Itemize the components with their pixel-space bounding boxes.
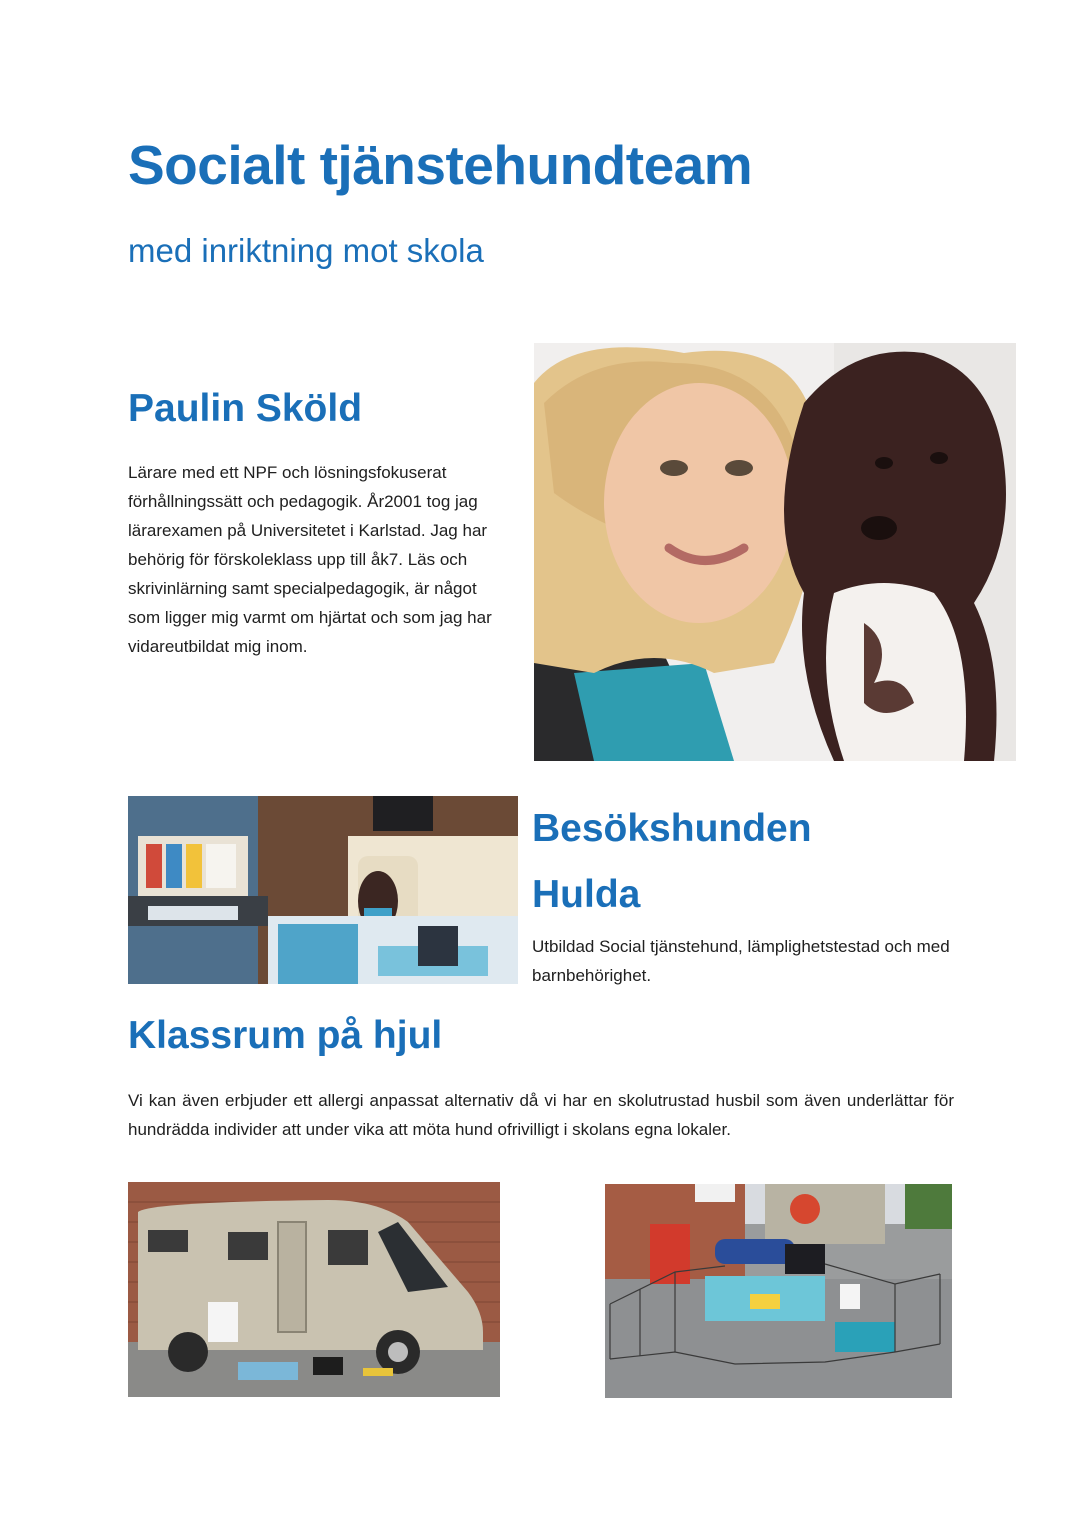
dog-heading-line-2: Hulda [532,873,641,916]
portrait-photo-woman-with-dog [534,343,1016,761]
dog-heading-line-1: Besökshunden [532,807,812,850]
classroom-heading: Klassrum på hjul [128,1014,443,1057]
classroom-description: Vi kan även erbjuder ett allergi anpassat alternativ då vi har en skolutrustad husbil som även underlättar för hundrädda individer att under vika att möta hund ofrivilligt i skolans egna lokaler. [128,1091,954,1139]
dog-description: Utbildad Social tjänstehund, lämplighetstestad och med barnbehörighet. [532,937,950,985]
page-subtitle: med inriktning mot skola [128,232,484,269]
page-title: Socialt tjänstehundteam [128,134,753,196]
motorhome-exterior-photo [128,1182,500,1397]
outdoor-dog-pen-photo [605,1184,952,1398]
dog-heading [532,796,812,928]
motorhome-interior-photo [128,796,518,984]
profile-name: Paulin Sköld [128,387,363,430]
profile-bio: Lärare med ett NPF och lösningsfokuserat förhållningssätt och pedagogik. År2001 tog jag lärarexamen på Universitetet i Karlstad. Jag har behörig för förskoleklass upp till åk7. Läs och skrivinlärning samt specialpedagogik, är något som ligger mig varmt om hjärtat och som jag har vidareutbildat mig inom. [128,463,492,656]
